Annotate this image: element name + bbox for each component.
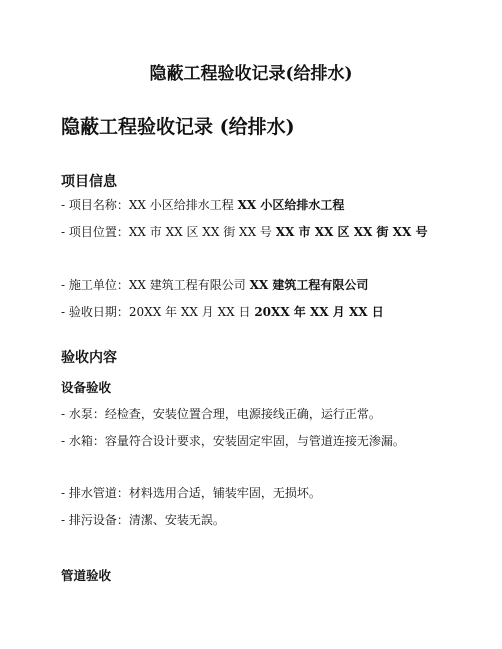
document-title: 隐蔽工程验收记录(给排水): [149, 64, 353, 84]
section-heading-project-info: 项目信息: [61, 174, 117, 190]
acceptance-date-line: [61, 301, 442, 324]
project-name-label: - 项目名称：: [61, 198, 129, 212]
construction-unit-label: - 施工单位：: [61, 278, 129, 292]
construction-unit-value-bold: XX 建筑工程有限公司: [249, 278, 369, 292]
subsection-heading-pipeline: 管道验收: [61, 568, 112, 583]
acceptance-date-value-bold: 20XX 年 XX 月 XX 日: [254, 305, 384, 319]
main-heading: 隐蔽工程验收记录 (给排水): [61, 116, 295, 138]
project-name-value-bold: XX 小区给排水工程: [237, 198, 345, 212]
equipment-item-sewage: - 排污设备：清潔、安装无誤。: [61, 513, 225, 527]
construction-unit-line: [61, 274, 442, 297]
subsection-heading-equipment: 设备验收: [61, 380, 112, 395]
equipment-item-tank: - 水箱：容量符合设计要求，安装固定牢固，与管道连接无渗漏。: [61, 434, 405, 448]
acceptance-date-value: 20XX 年 XX 月 XX 日: [128, 305, 251, 319]
equipment-item-pump: - 水泵：经检查，安装位置合理，电源接线正确，运行正常。: [61, 407, 381, 421]
project-name-value: XX 小区给排水工程: [128, 198, 234, 212]
equipment-item-drain-pipe: - 排水管道：材料选用合适，铺装牢固，无损坏。: [61, 486, 321, 500]
project-location-value-bold: XX 市 XX 区 XX 街 XX 号: [275, 225, 428, 239]
section-heading-acceptance: 验收内容: [61, 350, 117, 366]
acceptance-date-label: - 验收日期：: [61, 305, 129, 319]
project-location-value: XX 市 XX 区 XX 街 XX 号: [128, 225, 272, 239]
construction-unit-value: XX 建筑工程有限公司: [128, 278, 246, 292]
project-name-line: [61, 194, 442, 217]
project-location-label: - 项目位置：: [61, 225, 129, 239]
project-location-line: [61, 221, 442, 244]
